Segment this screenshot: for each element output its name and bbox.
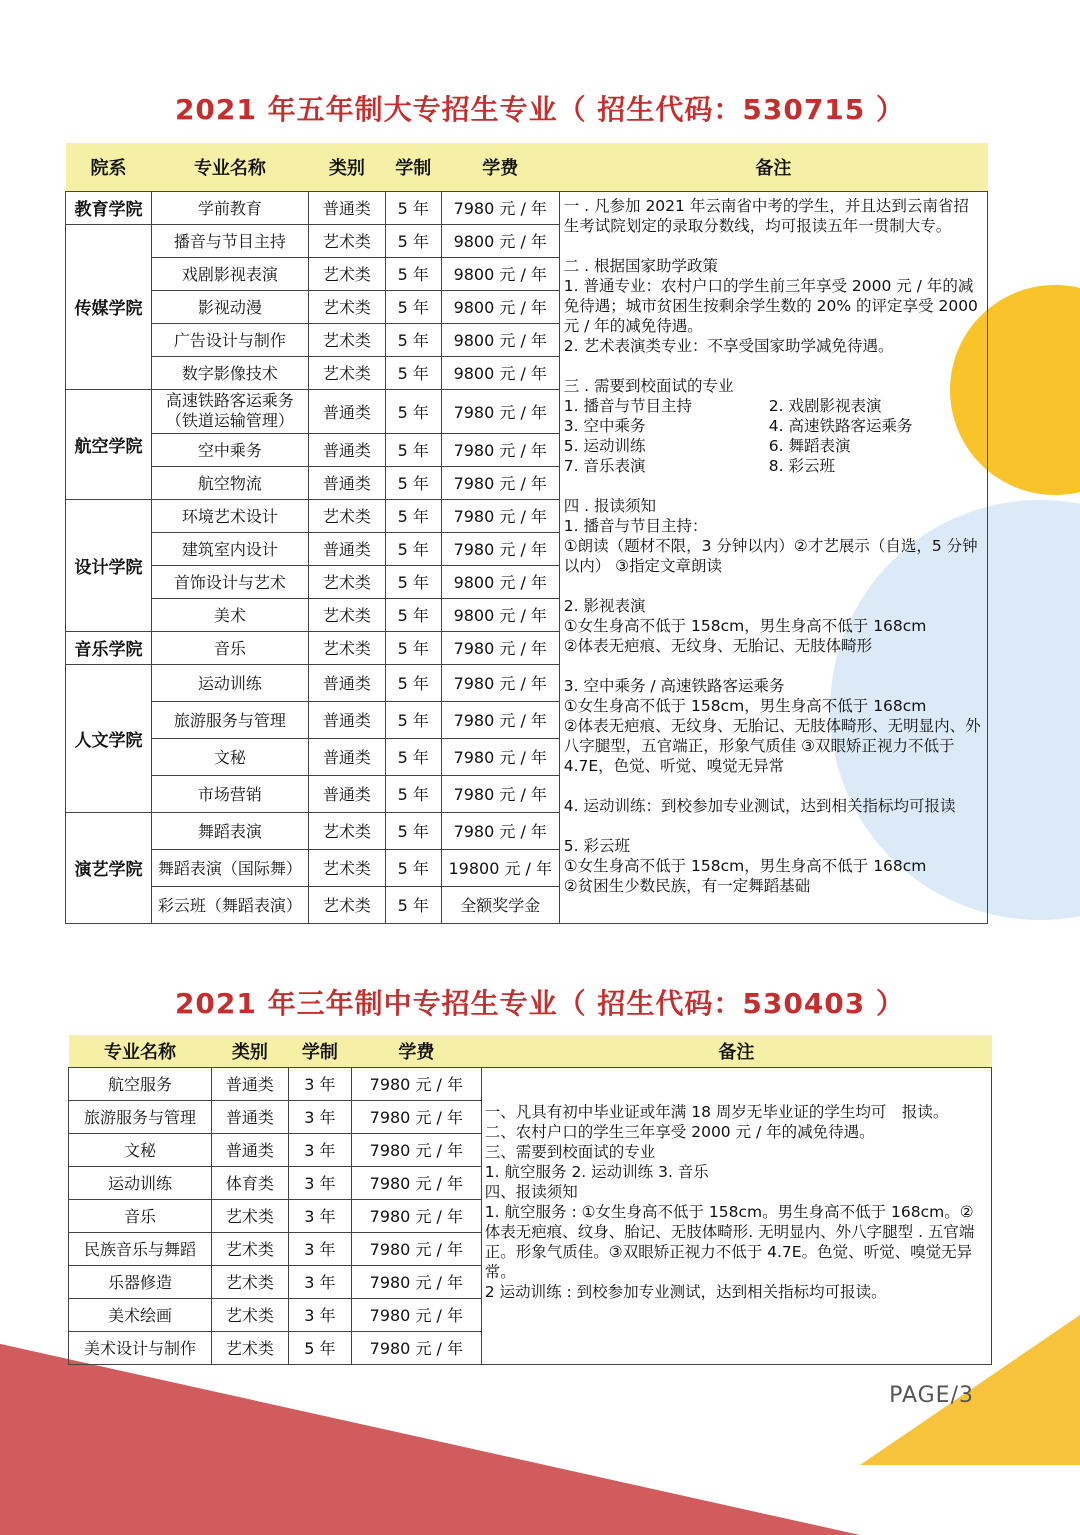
duration-cell: 5 年: [385, 323, 441, 356]
tuition-cell: 7980 元 / 年: [351, 1067, 481, 1100]
decorative-red-band: [0, 1335, 860, 1535]
interview-item: 6. 舞蹈表演: [768, 436, 851, 455]
note-line: ②贫困生少数民族，有一定舞蹈基础: [563, 876, 811, 895]
major-cell: 建筑室内设计: [151, 532, 308, 565]
duration-cell: 3 年: [288, 1298, 351, 1331]
category-cell: 艺术类: [211, 1331, 288, 1364]
duration-cell: 5 年: [385, 849, 441, 886]
tuition-cell: 9800 元 / 年: [441, 598, 559, 631]
note-line: 4. 运动训练：到校参加专业测试，达到相关指标均可报读: [563, 796, 956, 815]
interview-list-row: [564, 456, 983, 476]
note-line: ②体表无疤痕、无纹身、无胎记、无肢体畸形: [563, 636, 873, 655]
note-line: 三 . 需要到校面试的专业: [563, 376, 734, 395]
major-cell: 民族音乐与舞蹈: [69, 1232, 212, 1265]
note-line: 四 . 报读须知: [563, 496, 657, 515]
interview-list-row: [564, 436, 983, 456]
page-number: PAGE/3: [889, 1383, 974, 1408]
dept-cell: 演艺学院: [66, 812, 152, 923]
note-line: 5. 彩云班: [563, 836, 630, 855]
duration-cell: 3 年: [288, 1100, 351, 1133]
major-cell: 影视动漫: [151, 290, 308, 323]
major-cell: 旅游服务与管理: [151, 701, 308, 738]
category-cell: 艺术类: [308, 849, 385, 886]
duration-cell: 3 年: [288, 1232, 351, 1265]
section1-title: 2021 年五年制大专招生专业（ 招生代码：530715 ）: [174, 93, 906, 126]
duration-cell: 5 年: [385, 565, 441, 598]
tuition-cell: 7980 元 / 年: [351, 1298, 481, 1331]
tuition-cell: 7980 元 / 年: [351, 1331, 481, 1364]
duration-cell: 5 年: [385, 466, 441, 499]
note-line: ①朗读（题材不限，3 分钟以内）②才艺展示（自选，5 分钟以内） ③指定文章朗读: [563, 536, 978, 575]
tuition-cell: 7980 元 / 年: [441, 738, 559, 775]
tuition-cell: 9800 元 / 年: [441, 323, 559, 356]
tuition-cell: 7980 元 / 年: [441, 812, 559, 849]
duration-cell: 5 年: [288, 1331, 351, 1364]
notes-cell: [559, 191, 987, 923]
duration-cell: 5 年: [385, 433, 441, 466]
dept-cell: 音乐学院: [66, 631, 152, 664]
interview-item: 3. 空中乘务: [563, 416, 646, 435]
duration-cell: 3 年: [288, 1166, 351, 1199]
tuition-cell: 7980 元 / 年: [441, 631, 559, 664]
header-tuition: 学费: [351, 1035, 481, 1067]
tuition-cell: 7980 元 / 年: [351, 1199, 481, 1232]
major-cell: 美术设计与制作: [69, 1331, 212, 1364]
tuition-cell: 19800 元 / 年: [441, 849, 559, 886]
tuition-cell: 9800 元 / 年: [441, 224, 559, 257]
category-cell: 艺术类: [308, 356, 385, 389]
tuition-cell: 7980 元 / 年: [441, 191, 559, 224]
tuition-cell: 9800 元 / 年: [441, 257, 559, 290]
header-tuition: 学费: [441, 143, 559, 191]
note-line: 2. 艺术表演类专业：不享受国家助学减免待遇。: [563, 336, 894, 355]
duration-cell: 5 年: [385, 664, 441, 701]
tuition-cell: 7980 元 / 年: [351, 1265, 481, 1298]
category-cell: 艺术类: [211, 1265, 288, 1298]
duration-cell: 5 年: [385, 598, 441, 631]
tuition-cell: 7980 元 / 年: [441, 775, 559, 812]
duration-cell: 5 年: [385, 812, 441, 849]
category-cell: 普通类: [308, 664, 385, 701]
major-cell: 航空物流: [151, 466, 308, 499]
major-cell: 高速铁路客运乘务 （铁道运输管理）: [151, 389, 308, 433]
dept-cell: 人文学院: [66, 664, 152, 812]
note-line: [564, 576, 983, 596]
tuition-cell: 9800 元 / 年: [441, 565, 559, 598]
table-row: [66, 191, 988, 224]
category-cell: 普通类: [308, 433, 385, 466]
five-year-program-table: [65, 143, 988, 924]
dept-cell: 传媒学院: [66, 224, 152, 389]
duration-cell: 3 年: [288, 1265, 351, 1298]
note-line: 一、凡具有初中毕业证或年满 18 周岁无毕业证的学生均可 报读。: [484, 1102, 949, 1121]
category-cell: 普通类: [308, 775, 385, 812]
tuition-cell: 9800 元 / 年: [441, 356, 559, 389]
interview-list-row: [564, 396, 983, 416]
tuition-cell: 9800 元 / 年: [441, 290, 559, 323]
tuition-cell: 7980 元 / 年: [351, 1100, 481, 1133]
duration-cell: 3 年: [288, 1199, 351, 1232]
category-cell: 艺术类: [211, 1232, 288, 1265]
major-cell: 美术绘画: [69, 1298, 212, 1331]
major-cell: 文秘: [151, 738, 308, 775]
category-cell: 普通类: [308, 466, 385, 499]
interview-item: 4. 高速铁路客运乘务: [768, 416, 913, 435]
duration-cell: 5 年: [385, 290, 441, 323]
major-cell: 数字影像技术: [151, 356, 308, 389]
note-line: [564, 476, 983, 496]
category-cell: 体育类: [211, 1166, 288, 1199]
header-duration: 学制: [385, 143, 441, 191]
major-cell: 文秘: [69, 1133, 212, 1166]
major-cell: 播音与节目主持: [151, 224, 308, 257]
duration-cell: 5 年: [385, 389, 441, 433]
duration-cell: 5 年: [385, 191, 441, 224]
duration-cell: 5 年: [385, 356, 441, 389]
header-duration: 学制: [288, 1035, 351, 1067]
major-cell: 乐器修造: [69, 1265, 212, 1298]
table-header-row: [66, 143, 988, 191]
duration-cell: 5 年: [385, 775, 441, 812]
note-line: 一 . 凡参加 2021 年云南省中考的学生，并且达到云南省招生考试院划定的录取分数线，均可报读五年一贯制大专。: [563, 196, 969, 235]
note-line: 1. 播音与节目主持：: [563, 516, 708, 535]
major-cell: 音乐: [69, 1199, 212, 1232]
interview-item: 8. 彩云班: [768, 456, 835, 475]
major-cell: 舞蹈表演: [151, 812, 308, 849]
category-cell: 普通类: [308, 738, 385, 775]
dept-cell: 航空学院: [66, 389, 152, 499]
category-cell: 艺术类: [308, 257, 385, 290]
note-line: [564, 776, 983, 796]
major-cell: 运动训练: [151, 664, 308, 701]
category-cell: 艺术类: [308, 323, 385, 356]
note-line: ①女生身高不低于 158cm，男生身高不低于 168cm: [563, 696, 927, 715]
category-cell: 普通类: [308, 701, 385, 738]
note-line: 2. 影视表演: [563, 596, 646, 615]
header-notes: 备注: [559, 143, 987, 191]
major-cell: 彩云班（舞蹈表演）: [151, 886, 308, 923]
duration-cell: 5 年: [385, 701, 441, 738]
dept-cell: 教育学院: [66, 191, 152, 224]
category-cell: 普通类: [211, 1133, 288, 1166]
tuition-cell: 7980 元 / 年: [351, 1166, 481, 1199]
tuition-cell: 7980 元 / 年: [441, 701, 559, 738]
interview-item: 5. 运动训练: [563, 436, 646, 455]
major-cell: 环境艺术设计: [151, 499, 308, 532]
major-cell: 运动训练: [69, 1166, 212, 1199]
category-cell: 普通类: [308, 191, 385, 224]
major-cell: 学前教育: [151, 191, 308, 224]
note-line: 3. 空中乘务 / 高速铁路客运乘务: [563, 676, 785, 695]
category-cell: 艺术类: [211, 1298, 288, 1331]
header-dept: 院系: [66, 143, 152, 191]
category-cell: 艺术类: [308, 631, 385, 664]
tuition-cell: 7980 元 / 年: [351, 1133, 481, 1166]
tuition-cell: 7980 元 / 年: [441, 466, 559, 499]
tuition-cell: 7980 元 / 年: [441, 433, 559, 466]
duration-cell: 3 年: [288, 1133, 351, 1166]
note-line: ①女生身高不低于 158cm，男生身高不低于 168cm: [563, 856, 927, 875]
dept-cell: 设计学院: [66, 499, 152, 631]
note-line: 三、需要到校面试的专业: [484, 1142, 656, 1161]
category-cell: 艺术类: [211, 1199, 288, 1232]
header-category: 类别: [211, 1035, 288, 1067]
major-cell: 戏剧影视表演: [151, 257, 308, 290]
header-category: 类别: [308, 143, 385, 191]
major-cell: 广告设计与制作: [151, 323, 308, 356]
duration-cell: 3 年: [288, 1067, 351, 1100]
note-line: 二、农村户口的学生三年享受 2000 元 / 年的减免待遇。: [484, 1122, 875, 1141]
note-line: ①女生身高不低于 158cm，男生身高不低于 168cm: [563, 616, 927, 635]
tuition-cell: 全额奖学金: [441, 886, 559, 923]
table-row: [69, 1067, 992, 1100]
note-line: 1. 航空服务 2. 运动训练 3. 音乐: [484, 1162, 709, 1181]
tuition-cell: 7980 元 / 年: [441, 664, 559, 701]
major-cell: 舞蹈表演（国际舞）: [151, 849, 308, 886]
tuition-cell: 7980 元 / 年: [351, 1232, 481, 1265]
category-cell: 普通类: [211, 1100, 288, 1133]
duration-cell: 5 年: [385, 886, 441, 923]
header-major: 专业名称: [151, 143, 308, 191]
duration-cell: 5 年: [385, 738, 441, 775]
tuition-cell: 7980 元 / 年: [441, 532, 559, 565]
interview-item: 7. 音乐表演: [563, 456, 646, 475]
interview-list-row: [564, 416, 983, 436]
note-line: 2 运动训练 : 到校参加专业测试，达到相关指标均可报读。: [484, 1282, 887, 1301]
section2-title: 2021 年三年制中专招生专业（ 招生代码：530403 ）: [174, 987, 906, 1020]
duration-cell: 5 年: [385, 532, 441, 565]
notes-cell: [481, 1067, 991, 1364]
note-line: ②体表无疤痕、无纹身、无胎记、无肢体畸形、无明显内、外八字腿型，五官端正，形象气质佳 ③双眼矫正视力不低于 4.7E，色觉、听觉、嗅觉无异常: [563, 716, 981, 775]
category-cell: 艺术类: [308, 886, 385, 923]
category-cell: 普通类: [308, 532, 385, 565]
note-line: 1. 航空服务 : ①女生身高不低于 158cm。男生身高不低于 168cm。②体表无疤痕、纹身、胎记、无肢体畸形. 无明显内、外八字腿型 . 五官端正。形象气质佳。③双眼矫正视力不低于 4.7E。色觉、听觉、嗅觉无异常。: [484, 1202, 975, 1281]
duration-cell: 5 年: [385, 224, 441, 257]
major-cell: 空中乘务: [151, 433, 308, 466]
three-year-program-table: [68, 1035, 992, 1365]
major-cell: 旅游服务与管理: [69, 1100, 212, 1133]
category-cell: 艺术类: [308, 290, 385, 323]
major-cell: 首饰设计与艺术: [151, 565, 308, 598]
note-line: 四、报读须知: [484, 1182, 578, 1201]
note-line: 二 . 根据国家助学政策: [563, 256, 719, 275]
category-cell: 艺术类: [308, 499, 385, 532]
header-notes: 备注: [481, 1035, 991, 1067]
category-cell: 艺术类: [308, 224, 385, 257]
duration-cell: 5 年: [385, 631, 441, 664]
note-line: 1. 普通专业：农村户口的学生前三年享受 2000 元 / 年的减免待遇；城市贫困生按剩余学生数的 20% 的评定享受 2000 元 / 年的减免待遇。: [563, 276, 978, 335]
interview-item: 2. 戏剧影视表演: [768, 396, 882, 415]
duration-cell: 5 年: [385, 257, 441, 290]
major-cell: 音乐: [151, 631, 308, 664]
interview-item: 1. 播音与节目主持: [563, 396, 692, 415]
category-cell: 普通类: [211, 1067, 288, 1100]
note-line: [564, 236, 983, 256]
category-cell: 艺术类: [308, 598, 385, 631]
note-line: [564, 656, 983, 676]
major-cell: 市场营销: [151, 775, 308, 812]
category-cell: 艺术类: [308, 812, 385, 849]
category-cell: 艺术类: [308, 565, 385, 598]
note-line: [564, 816, 983, 836]
tuition-cell: 7980 元 / 年: [441, 499, 559, 532]
major-cell: 美术: [151, 598, 308, 631]
header-major: 专业名称: [69, 1035, 212, 1067]
note-line: [564, 356, 983, 376]
tuition-cell: 7980 元 / 年: [441, 389, 559, 433]
major-cell: 航空服务: [69, 1067, 212, 1100]
table-header-row: [69, 1035, 992, 1067]
duration-cell: 5 年: [385, 499, 441, 532]
category-cell: 普通类: [308, 389, 385, 433]
